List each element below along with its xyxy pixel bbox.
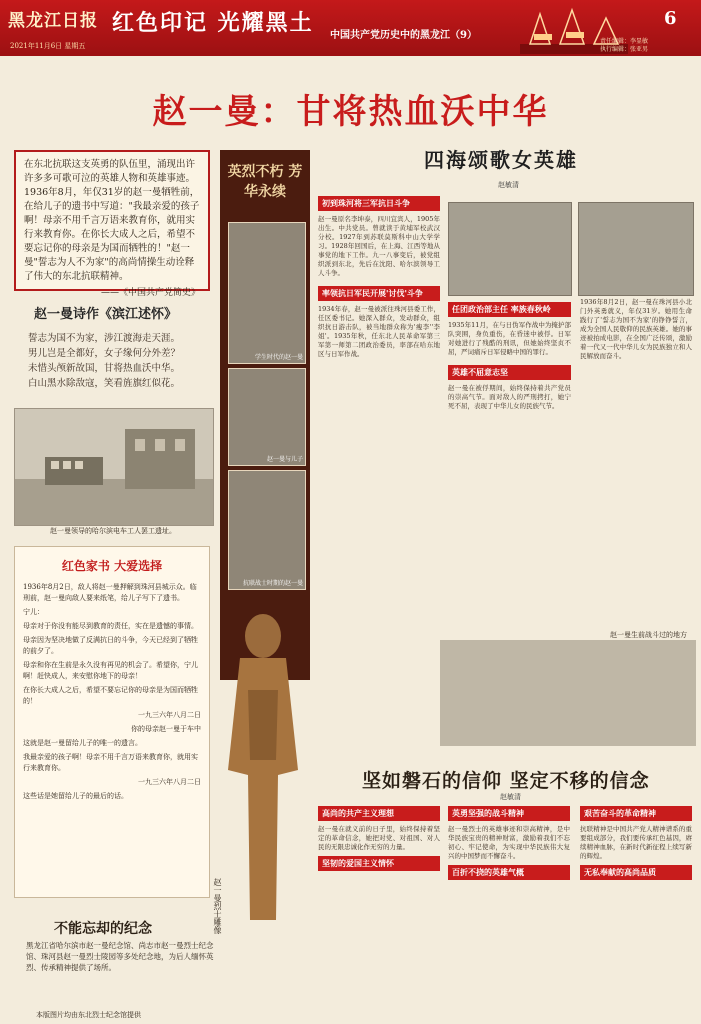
subheading: 英勇坚强的战斗精神	[448, 806, 570, 821]
letter-paragraph: 母亲对于你没有能尽到教育的责任，实在是遗憾的事情。	[23, 622, 198, 630]
body-text: 1935年11月，在与日伪军作战中为掩护部队突围，身负重伤，在昏迷中被俘。日军对她进行了残酷的刑讯，但她始终坚贞不屈，严词痛斥日军侵略中国的罪行。	[448, 321, 571, 356]
fighter-photo	[228, 470, 306, 590]
tram-illustration	[15, 409, 213, 525]
photo-caption: 赵一曼与儿子	[266, 456, 303, 463]
letter-date: 一九三六年八月二日	[138, 711, 201, 719]
body-text: 赵一曼在被俘期间，始终保持着共产党员的崇高气节。面对敌人的严刑拷打，她宁死不屈，表现了中华儿女的民族气节。	[448, 384, 571, 410]
subheading: 初到珠河将三军抗日斗争	[318, 196, 440, 211]
vertical-title: 英烈不朽 芳华永续	[227, 164, 303, 200]
letter-paragraph: 母亲和你在生前是永久没有再见的机会了。希望你，宁儿啊！赶快成人，来安慰你地下的母亲！	[23, 661, 198, 680]
body-text: 抗联精神是中国共产党人精神谱系的重要组成部分，我们要传承红色基因，赓续精神血脉，在新时代新征程上续写新的辉煌。	[580, 825, 692, 860]
tram-photo	[14, 408, 214, 526]
village-photo	[448, 202, 572, 296]
subheading: 高尚的共产主义理想	[318, 806, 440, 821]
letter-paragraph: 母亲因为坚决地做了反满抗日的斗争，今天已经到了牺牲的前夕了。	[23, 636, 198, 655]
article-column	[580, 298, 692, 361]
statue-caption: 赵一曼烈士雕像	[213, 878, 222, 934]
byline: 赵敏清	[498, 181, 519, 189]
group-photo	[440, 631, 696, 746]
body-text: 赵一曼烈士的英雄事迹和崇高精神，是中华民族宝贵的精神财富，激励着我们不忘初心、牢记使命，为实现中华民族伟大复兴的中国梦而不懈奋斗。	[448, 825, 570, 860]
letter-paragraph: 我最亲爱的孩子啊！母亲不用千言万语来教育你，就用实行来教育你。	[23, 753, 198, 772]
quote-source: ——《中国共产党简史》	[100, 288, 200, 298]
subheading: 坚韧的爱国主义情怀	[318, 856, 440, 871]
dateline: 2021年11月6日 星期五	[10, 42, 86, 50]
page-number: 6	[664, 8, 677, 29]
article-title: 四海颂歌女英雄	[424, 148, 578, 172]
poem-title: 赵一曼诗作《滨江述怀》	[34, 307, 178, 322]
letter-date: 一九三六年八月二日	[138, 778, 201, 786]
poem-line: 白山黑水除敌寇，笑看旌旗红似花。	[28, 378, 181, 389]
poem-line: 未惜头颅新故国，甘将热血沃中华。	[28, 363, 181, 374]
subheading: 无私奉献的高尚品质	[580, 865, 692, 880]
letter-paragraph: 这些话是她留给儿子的最后的话。	[23, 792, 128, 800]
tram-caption: 赵一曼领导的哈尔滨电车工人罢工遗址。	[50, 527, 176, 535]
page-banner	[0, 0, 701, 56]
body-text: 1934年春，赵一曼被派往珠河县委工作，任区委书记。她深入群众，发动群众，组织抗日游击队，被当地群众称为'瘦李''李姐'。1935年秋，任东北人民革命军第三军第一师第二团政治委员，率部在哈东地区与日军作战。	[318, 305, 440, 358]
letter-paragraph: 在你长大成人之后，希望不要忘记你的母亲是为国而牺牲的！	[23, 686, 198, 705]
series-label: 中国共产党历史中的黑龙江（9）	[330, 30, 477, 41]
letter-paragraph: 1936年8月2日，敌人将赵一曼押解到珠河县城示众。临刑前，赵一曼向敌人要来纸笔，给儿子写下了遗书。	[23, 583, 197, 602]
subheading: 百折不挠的英雄气概	[448, 865, 570, 880]
family-title: 红色家书 大爱选择	[61, 559, 163, 573]
body-text: 赵一曼在就义前的日子里，始终保持着坚定的革命信念，她把对党、对祖国、对人民的无限忠诚化作无穷的力量。	[318, 825, 440, 851]
section-title: 红色印记 光耀黑土	[112, 10, 314, 36]
family-letter-box	[14, 546, 210, 898]
newspaper-logo: 黑龙江日报	[8, 11, 98, 31]
portrait-photo	[228, 222, 306, 364]
quote-box	[14, 150, 210, 298]
editor-credit: 责任编辑：李显敏 执行编辑：张亚男	[600, 38, 649, 53]
group-caption: 赵一曼生前战斗过的地方	[610, 631, 687, 639]
subheading: 艰苦奋斗的革命精神	[580, 806, 692, 821]
poem-line: 誓志为国不为家，涉江渡海走天涯。	[28, 333, 181, 344]
subheading: 英雄不屈意志坚	[448, 365, 571, 380]
body-text: 赵一曼原名李坤泰，四川宜宾人，1905年出生。中共党员。曾就读于黄埔军校武汉分校。1927年到苏联莫斯科中山大学学习。1928年回国后，在上海、江西等地从事党的地下工作。九一八事变后，被党组织派到东北，先后在沈阳、哈尔滨领导工人斗争。	[318, 215, 440, 277]
article-column	[448, 298, 571, 411]
article-column	[580, 802, 692, 884]
memorial-title: 不能忘却的纪念	[54, 921, 152, 937]
mother-son-photo	[228, 368, 306, 466]
article-column	[318, 192, 440, 359]
photo-caption: 抗联战士时期的赵一曼	[242, 580, 303, 587]
poem-line: 男儿岂是全都好，女子缘何分外差？	[28, 348, 181, 359]
memorial-text: 黑龙江省哈尔滨市赵一曼纪念馆、尚志市赵一曼烈士纪念馆、珠河县赵一曼烈士陵园等多处纪念地，为后人缅怀英烈、传承精神提供了场所。	[26, 941, 214, 972]
byline: 赵敏清	[500, 793, 521, 801]
article-column	[318, 802, 440, 875]
letter-paragraph: 宁儿：	[23, 608, 44, 616]
article-column	[448, 802, 570, 884]
letter-paragraph: 这就是赵一曼留给儿子的唯一的遗言。	[23, 739, 142, 747]
historic-site-photo	[578, 202, 694, 296]
photo-credit: 本版图片均由东北烈士纪念馆提供	[36, 1011, 141, 1019]
subheading: 率领抗日军民开展'讨伐'斗争	[318, 286, 440, 301]
quote-text: 在东北抗联这支英勇的队伍里，涌现出许许多多可歌可泣的英雄人物和英雄事迹。1936年8月，年仅31岁的赵一曼牺牲前，在给儿子的遗书中写道："我最亲爱的孩子啊！母亲不用千言万语来教育你，就用实行来教育你。在你长大成人之后，希望不要忘记你的母亲是为国而牺牲的！"赵一曼"誓志为人不为家"的高尚情操生动诠释了伟大的东北抗联精神。	[24, 159, 200, 282]
poem	[28, 331, 208, 391]
statue-image	[218, 600, 308, 930]
letter-sign: 你的母亲赵一曼于车中	[131, 725, 201, 733]
subheading: 任团政治部主任 率族春秋岭	[448, 302, 571, 317]
article-title: 坚如磐石的信仰 坚定不移的信念	[362, 770, 650, 792]
photo-caption: 学生时代的赵一曼	[254, 354, 303, 361]
page-headline: 赵一曼：甘将热血沃中华	[152, 92, 549, 132]
body-text: 1936年8月2日，赵一曼在珠河县小北门外英勇就义，年仅31岁。她用生命践行了'誓志为国不为家'的铮铮誓言，成为全国人民敬仰的民族英雄。她的事迹被拍成电影，在全国广泛传颂，激励着一代又一代中华儿女为民族独立和人民解放而奋斗。	[580, 298, 692, 360]
